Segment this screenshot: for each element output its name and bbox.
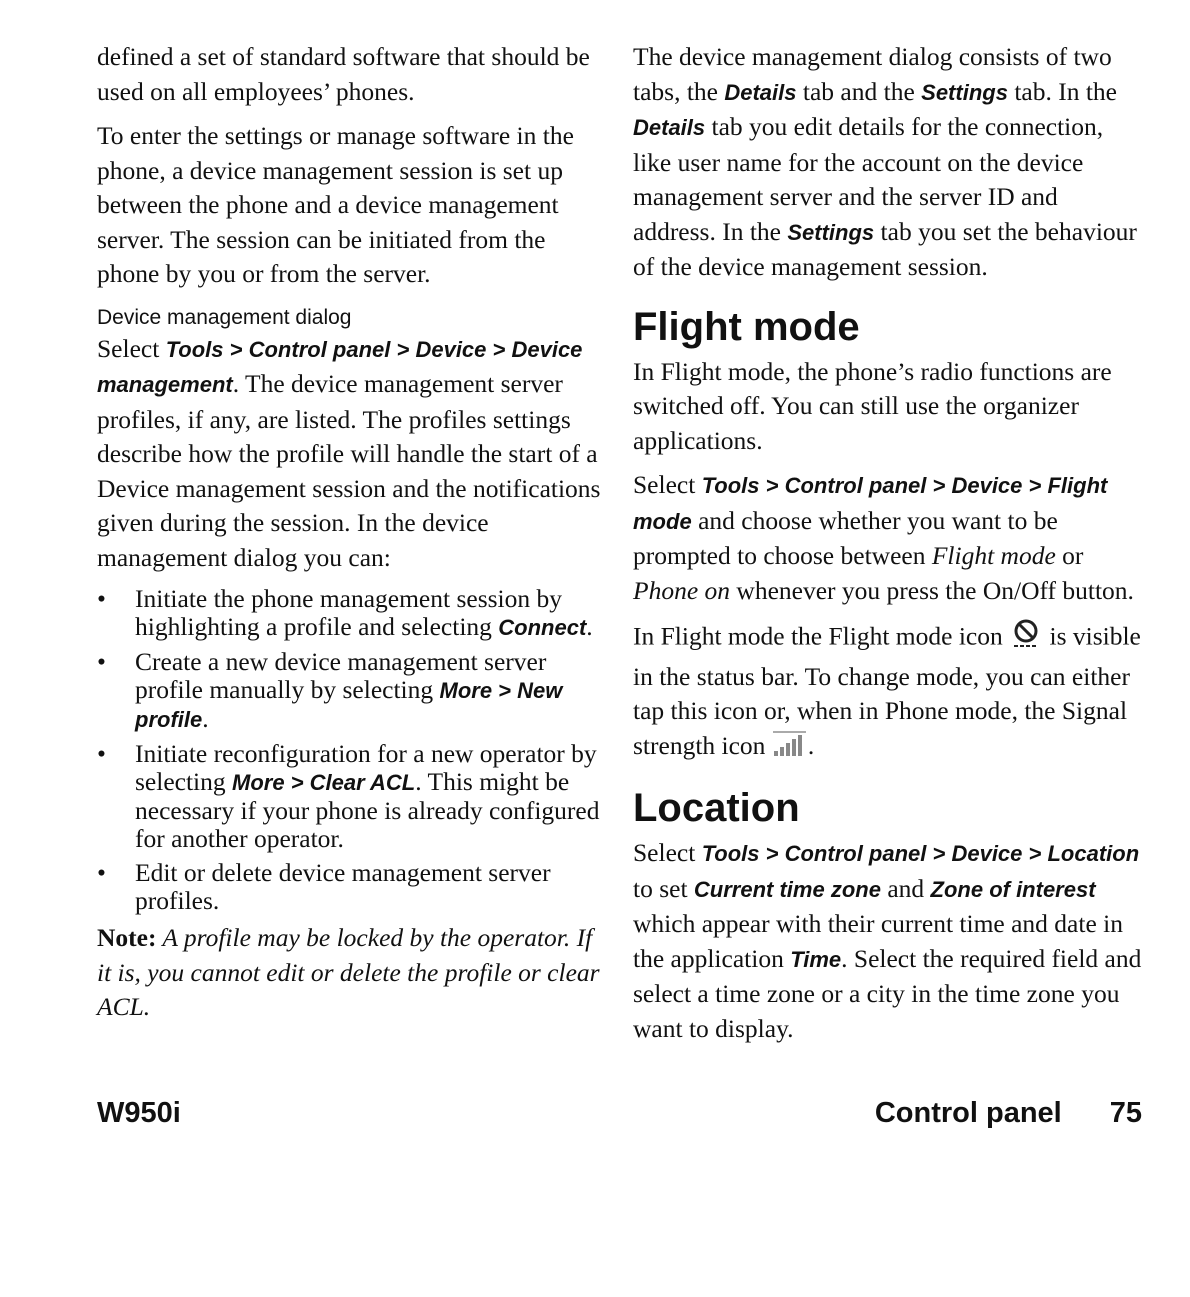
bullet: • xyxy=(97,647,106,676)
note-label: Note: xyxy=(97,923,157,952)
option-phone-on: Phone on xyxy=(633,575,731,605)
tab-name-details: Details xyxy=(724,79,797,105)
text: The device management dialog consists of two tabs, the xyxy=(633,42,1112,106)
flight-mode-paragraph-2 xyxy=(633,468,1143,608)
text: Create a new device management server profile manually by selecting xyxy=(135,647,547,704)
footer-model: W950i xyxy=(97,1097,181,1129)
bullet: • xyxy=(97,739,106,768)
menu-path: Tools > Control panel > Device > Device management xyxy=(97,336,583,397)
text: tab and the xyxy=(796,76,922,106)
field-current-time-zone: Current time zone xyxy=(693,876,881,902)
list-item xyxy=(97,585,602,642)
location-paragraph xyxy=(633,836,1143,1046)
text: In Flight mode the Flight mode icon xyxy=(633,621,1010,651)
tab-name-details: Details xyxy=(633,115,706,140)
tab-name-settings: Settings xyxy=(787,219,875,245)
subheading-device-management-dialog: Device management dialog xyxy=(97,305,352,329)
text: Initiate the phone management session by highlighting a profile and selecting xyxy=(135,584,563,641)
text: . This might be necessary if your phone is already configured for another operator. xyxy=(135,767,600,853)
text: . Select the required field and select a time zone or a city in the time zone you want to display. xyxy=(633,943,1142,1043)
text: tab you edit details for the connection, like user name for the account on the device management server and the server ID and address. In the xyxy=(633,112,1104,246)
text: whenever you press the On/Off button. xyxy=(730,575,1134,605)
menu-command: More > New profile xyxy=(135,678,563,732)
left-paragraph-2: To enter the settings or manage software in the phone, a device management session is set up between the phone and a device management server. The session can be initiated from the phone by you or from the server. xyxy=(97,121,574,288)
text: Edit or delete device management server profiles. xyxy=(135,858,551,915)
menu-path: Tools > Control panel > Device > Location xyxy=(701,841,1140,867)
text: tab you set the behaviour of the device management session. xyxy=(633,216,1137,281)
menu-path: Tools > Control panel > Device > Flight mode xyxy=(633,473,1108,534)
list-item xyxy=(97,740,602,853)
left-paragraph-3 xyxy=(97,332,602,576)
option-flight-mode: Flight mode xyxy=(931,541,1056,570)
text: Select xyxy=(633,470,702,499)
text: . The device management server profiles, if any, are listed. The profiles settings describe how the profile will handle the start of a Device management session and the notifications given during the session. In the device management dialog you can: xyxy=(97,369,601,572)
text: . xyxy=(202,704,209,733)
bullet: • xyxy=(97,858,106,887)
text: and choose whether you want to be prompted to choose between xyxy=(633,505,1058,570)
page-number: 75 xyxy=(1109,1097,1142,1129)
menu-command: More > Clear ACL xyxy=(232,770,416,795)
text: Select xyxy=(633,838,702,868)
text: . xyxy=(586,612,593,641)
text: is visible in the status bar. To change mode, you can either tap this icon or, when in Phone mode, the Signal strength icon xyxy=(633,621,1141,760)
text: Select xyxy=(97,333,166,363)
right-paragraph-1 xyxy=(633,40,1143,285)
text: and xyxy=(880,873,931,903)
footer-section: Control panel xyxy=(874,1097,1062,1129)
bullet: • xyxy=(97,584,106,613)
field-zone-of-interest: Zone of interest xyxy=(930,876,1096,902)
app-name-time: Time xyxy=(790,946,842,972)
text: to set xyxy=(633,873,694,903)
signal-strength-icon xyxy=(772,729,808,767)
menu-command: Connect xyxy=(498,615,587,640)
left-column xyxy=(97,40,602,1021)
note xyxy=(97,921,602,1021)
list-item xyxy=(97,859,602,915)
right-column xyxy=(633,40,1143,1056)
text: tab. In the xyxy=(1007,76,1117,106)
text: Initiate reconfiguration for a new operator by selecting xyxy=(135,739,597,796)
flight-mode-paragraph-1: In Flight mode, the phone’s radio functions are switched off. You can still use the organizer applications. xyxy=(633,356,1112,455)
note-text: A profile may be locked by the operator. If it is, you cannot edit or delete the profile or clear ACL. xyxy=(97,923,600,1021)
text: which appear with their current time and date in the application xyxy=(633,909,1123,973)
bullet-list xyxy=(97,585,602,915)
heading-flight-mode: Flight mode xyxy=(633,304,860,349)
footer-right xyxy=(875,1097,1142,1130)
text: . xyxy=(807,730,815,760)
tab-name-settings: Settings xyxy=(921,79,1008,105)
list-item xyxy=(97,648,602,734)
flight-mode-paragraph-3 xyxy=(633,618,1143,766)
heading-location: Location xyxy=(633,786,800,831)
text: or xyxy=(1055,541,1084,570)
left-paragraph-1: defined a set of standard software that should be used on all employees’ phones. xyxy=(97,42,590,106)
flight-mode-icon xyxy=(1009,618,1043,660)
